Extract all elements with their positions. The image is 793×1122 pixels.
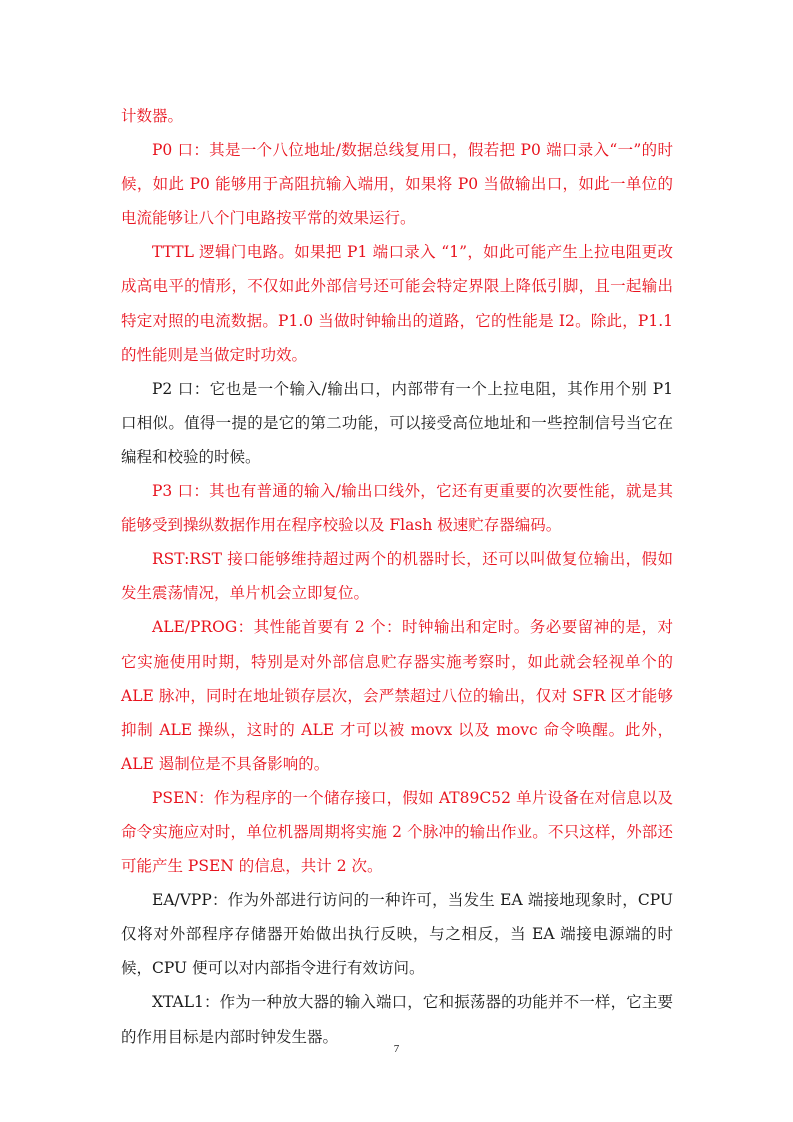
document-body bbox=[121, 99, 673, 1054]
page-number: 7 bbox=[393, 1043, 400, 1055]
paragraph-counter-tail: 计数器。 bbox=[121, 107, 184, 125]
paragraph-ale-prog: ALE/PROG：其性能首要有 2 个：时钟输出和定时。务必要留神的是，对它实施使用时期，特别是对外部信息贮存器实施考察时，如此就会轻视单个的 ALE 脉冲，同时在地址锁存层次，会严禁超过八位的输出，仅对 SFR 区才能够抑制 ALE 操纵，这时的 ALE 才可以被 movx 以及 movc 命令唤醒。此外，ALE 遏制位是不具备影响的。 bbox=[121, 618, 673, 773]
paragraph-p3-port: P3 口：其也有普通的输入/输出口线外，它还有更重要的次要性能，就是其能够受到操纵数据作用在程序校验以及 Flash 极速贮存器编码。 bbox=[121, 482, 673, 535]
paragraph-ea-vpp: EA/VPP：作为外部进行访问的一种许可，当发生 EA 端接地现象时，CPU 仅将对外部程序存储器开始做出执行反映，与之相反，当 EA 端接电源端的时候，CPU 便可以对内部指令进行有效访问。 bbox=[121, 891, 673, 978]
paragraph-p0-port: P0 口：其是一个八位地址/数据总线复用口，假若把 P0 端口录入“一”的时候，如此 P0 能够用于高阻抗输入端用，如果将 P0 当做输出口，如此一单位的电流能够让八个门电路按平常的效果运行。 bbox=[121, 141, 673, 228]
paragraph-xtal1: XTAL1：作为一种放大器的输入端口，它和振荡器的功能并不一样，它主要的作用目标是内部时钟发生器。 bbox=[121, 993, 673, 1046]
paragraph-psen: PSEN：作为程序的一个储存接口，假如 AT89C52 单片设备在对信息以及命令实施应对时，单位机器周期将实施 2 个脉冲的输出作业。不只这样，外部还可能产生 PSEN 的信息，共计 2 次。 bbox=[121, 788, 673, 876]
paragraph-rst: RST:RST 接口能够维持超过两个的机器时长，还可以叫做复位输出，假如发生震荡情况，单片机会立即复位。 bbox=[121, 550, 673, 603]
paragraph-p2-port: P2 口：它也是一个输入/输出口，内部带有一个上拉电阻，其作用个别 P1 口相似。值得一提的是它的第二功能，可以接受高位地址和一些控制信号当它在编程和校验的时候。 bbox=[121, 379, 673, 466]
paragraph-p1-port: TTTL 逻辑门电路。如果把 P1 端口录入 “1”，如此可能产生上拉电阻更改成高电平的情形，不仅如此外部信号还可能会特定界限上降低引脚，且一起输出特定对照的电流数据。P1.0 当做时钟输出的道路，它的性能是 I2。除此，P1.1 的性能则是当做定时功效。 bbox=[121, 243, 673, 364]
